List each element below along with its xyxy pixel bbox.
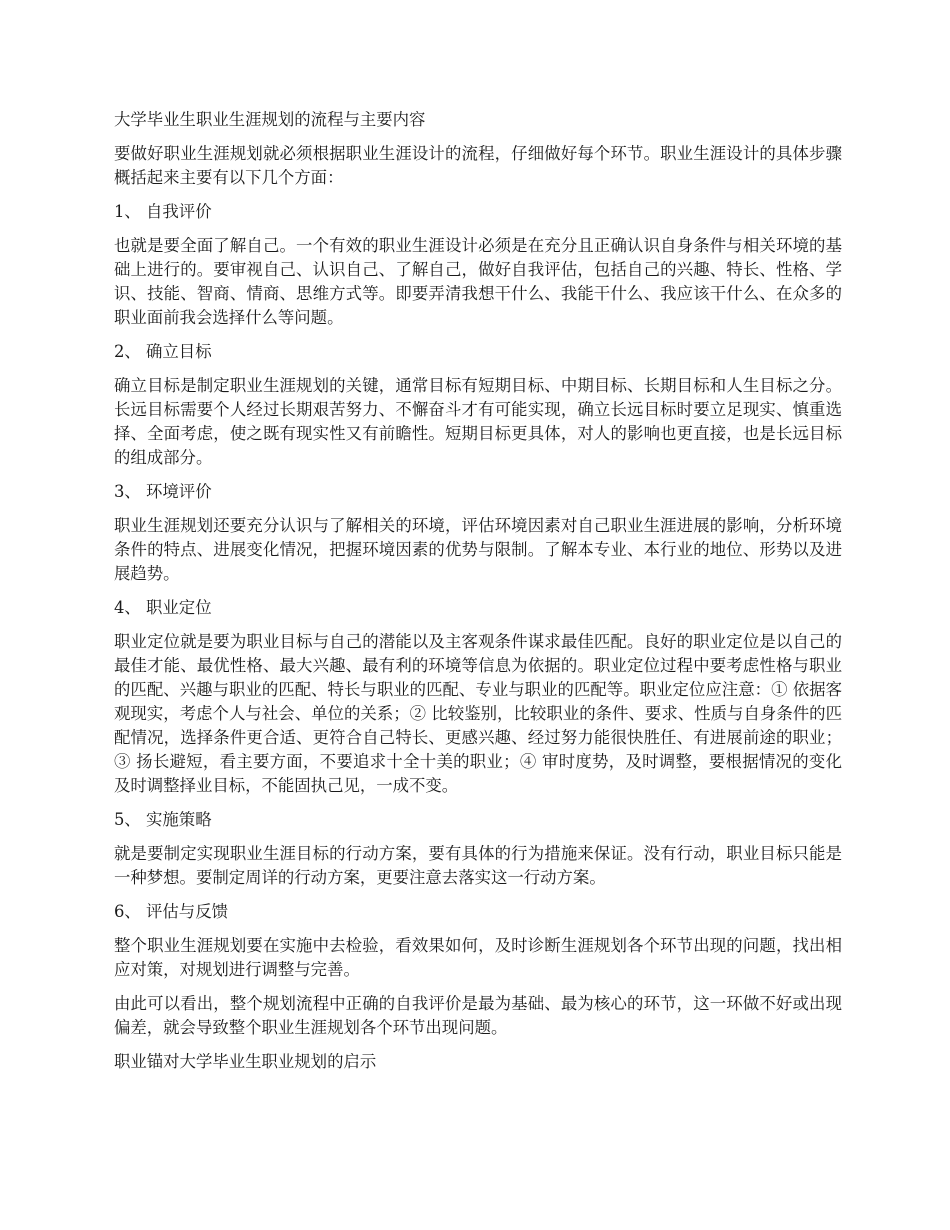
section-body-career-positioning: 职业定位就是要为职业目标与自己的潜能以及主客观条件谋求最佳匹配。良好的职业定位是以自己的最佳才能、最优性格、最大兴趣、最有利的环境等信息为依据的。职业定位过程中要考虑性格与职业的匹配、兴趣与职业的匹配、特长与职业的匹配、专业与职业的匹配等。职业定位应注意：① 依据客观现实，考虑个人与社会、单位的关系；② 比较鉴别，比较职业的条件、要求、性质与自身条件的匹配情况，选择条件更合适、更符合自己特长、更感兴趣、经过努力能很快胜任、有进展前途的职业；③ 扬长避短，看主要方面，不要追求十全十美的职业；④ 审时度势，及时调整，要根据情况的变化及时调整择业目标，不能固执己见，一成不变。 <box>114 632 842 795</box>
conclusion-paragraph: 由此可以看出，整个规划流程中正确的自我评价是最为基础、最为核心的环节，这一环做不好或出现偏差，就会导致整个职业生涯规划各个环节出现问题。 <box>114 994 842 1037</box>
next-section-title: 职业锚对大学毕业生职业规划的启示 <box>114 1052 377 1071</box>
section-heading-feedback: 6、 评估与反馈 <box>114 902 228 921</box>
section-body-strategy: 就是要制定实现职业生涯目标的行动方案，要有具体的行为措施来保证。没有行动，职业目标只能是一种梦想。要制定周详的行动方案，更要注意去落实这一行动方案。 <box>114 844 842 887</box>
section-heading-strategy: 5、 实施策略 <box>114 810 212 829</box>
section-heading-environment: 3、 环境评价 <box>114 482 212 501</box>
section-heading-set-goals: 2、 确立目标 <box>114 342 212 361</box>
section-body-environment: 职业生涯规划还要充分认识与了解相关的环境，评估环境因素对自己职业生涯进展的影响，分析环境条件的特点、进展变化情况，把握环境因素的优势与限制。了解本专业、本行业的地位、形势以及进展趋势。 <box>114 516 842 583</box>
intro-paragraph: 要做好职业生涯规划就必须根据职业生涯设计的流程，仔细做好每个环节。职业生涯设计的具体步骤概括起来主要有以下几个方面： <box>114 144 842 187</box>
section-body-feedback: 整个职业生涯规划要在实施中去检验，看效果如何，及时诊断生涯规划各个环节出现的问题，找出相应对策，对规划进行调整与完善。 <box>114 936 842 979</box>
section-body-self-evaluation: 也就是要全面了解自己。一个有效的职业生涯设计必须是在充分且正确认识自身条件与相关环境的基础上进行的。要审视自己、认识自己、了解自己，做好自我评估，包括自己的兴趣、特长、性格、学识、技能、智商、情商、思维方式等。即要弄清我想干什么、我能干什么、我应该干什么、在众多的职业面前我会选择什么等问题。 <box>114 236 842 327</box>
document-title: 大学毕业生职业生涯规划的流程与主要内容 <box>114 110 426 129</box>
section-body-set-goals: 确立目标是制定职业生涯规划的关键，通常目标有短期目标、中期目标、长期目标和人生目标之分。长远目标需要个人经过长期艰苦努力、不懈奋斗才有可能实现，确立长远目标时要立足现实、慎重选择、全面考虑，使之既有现实性又有前瞻性。短期目标更具体，对人的影响也更直接，也是长远目标的组成部分。 <box>114 376 842 467</box>
section-heading-career-positioning: 4、 职业定位 <box>114 598 212 617</box>
document-page <box>114 108 842 1084</box>
section-heading-self-evaluation: 1、 自我评价 <box>114 202 212 221</box>
